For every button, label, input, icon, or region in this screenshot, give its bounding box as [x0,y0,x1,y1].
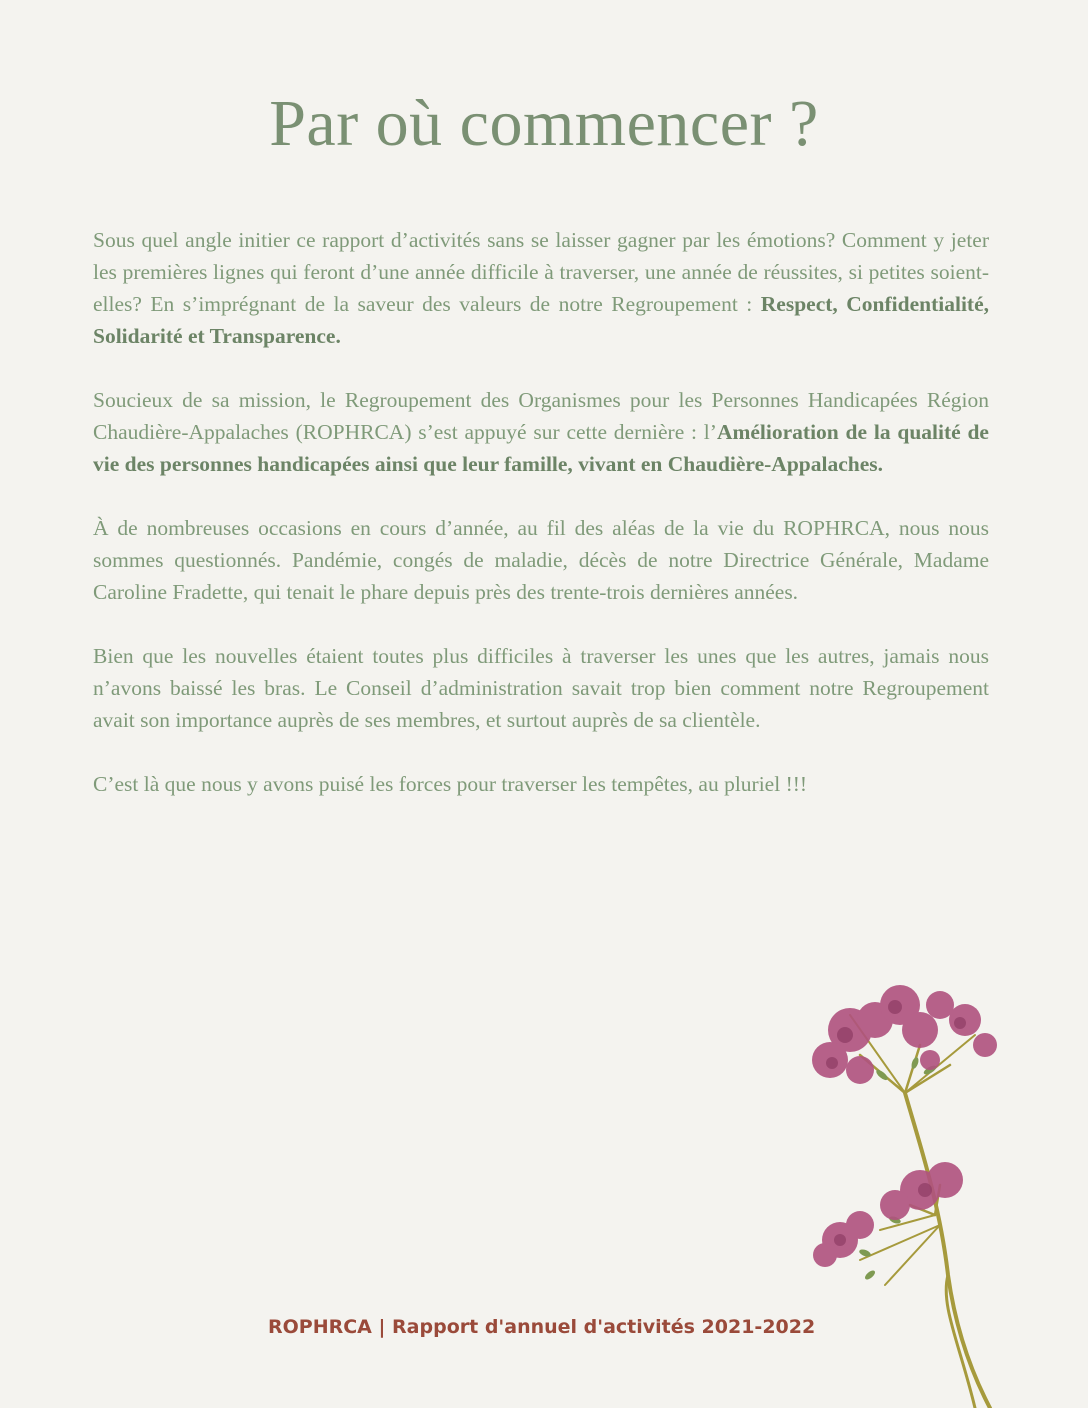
paragraph-2-text: Soucieux de sa mission, le Regroupement des Organismes pour les Personnes Handicapées Région Chaudière-Appalaches (ROPHRCA) s’est appuyé sur cette dernière : l’ [93,388,989,444]
paragraph-3-text: À de nombreuses occasions en cours d’année, au fil des aléas de la vie du ROPHRCA, nous nous sommes questionnés. Pandémie, congés de maladie, décès de notre Directrice Générale, Madame Caroline Fradette, qui tenait le phare depuis près des trente-trois dernières années. [93,516,989,604]
paragraph-2 [93,384,989,480]
body-text [93,224,989,832]
paragraph-4-text: Bien que les nouvelles étaient toutes plus difficiles à traverser les unes que les autres, jamais nous n’avons baissé les bras. Le Conseil d’administration savait trop bien comment notre Regroupement avait son importance auprès de ses membres, et surtout auprès de sa clientèle. [93,644,989,732]
paragraph-3 [93,512,989,608]
paragraph-5 [93,768,989,800]
paragraph-1-text: Sous quel angle initier ce rapport d’activités sans se laisser gagner par les émotions? Comment y jeter les premières lignes qui feront d’une année difficile à traverser, une année de réussites, si petites soient-elles? En s’imprégnant de la saveur des valeurs de notre Regroupement : [93,228,989,316]
paragraph-1 [93,224,989,352]
paragraph-4 [93,640,989,736]
page-title: Par où commencer ? [269,87,819,160]
pressed-flower-icon [790,975,1030,1408]
footer-text: ROPHRCA | Rapport d'annuel d'activités 2021-2022 [268,1316,816,1338]
paragraph-5-text: C’est là que nous y avons puisé les forces pour traverser les tempêtes, au pluriel !!! [93,772,808,796]
mission-statement: Amélioration de la qualité de vie des personnes handicapées ainsi que leur famille, vivant en Chaudière-Appalaches. [93,420,989,476]
values-list: Respect, Confidentialité, Solidarité et Transparence. [93,292,989,348]
